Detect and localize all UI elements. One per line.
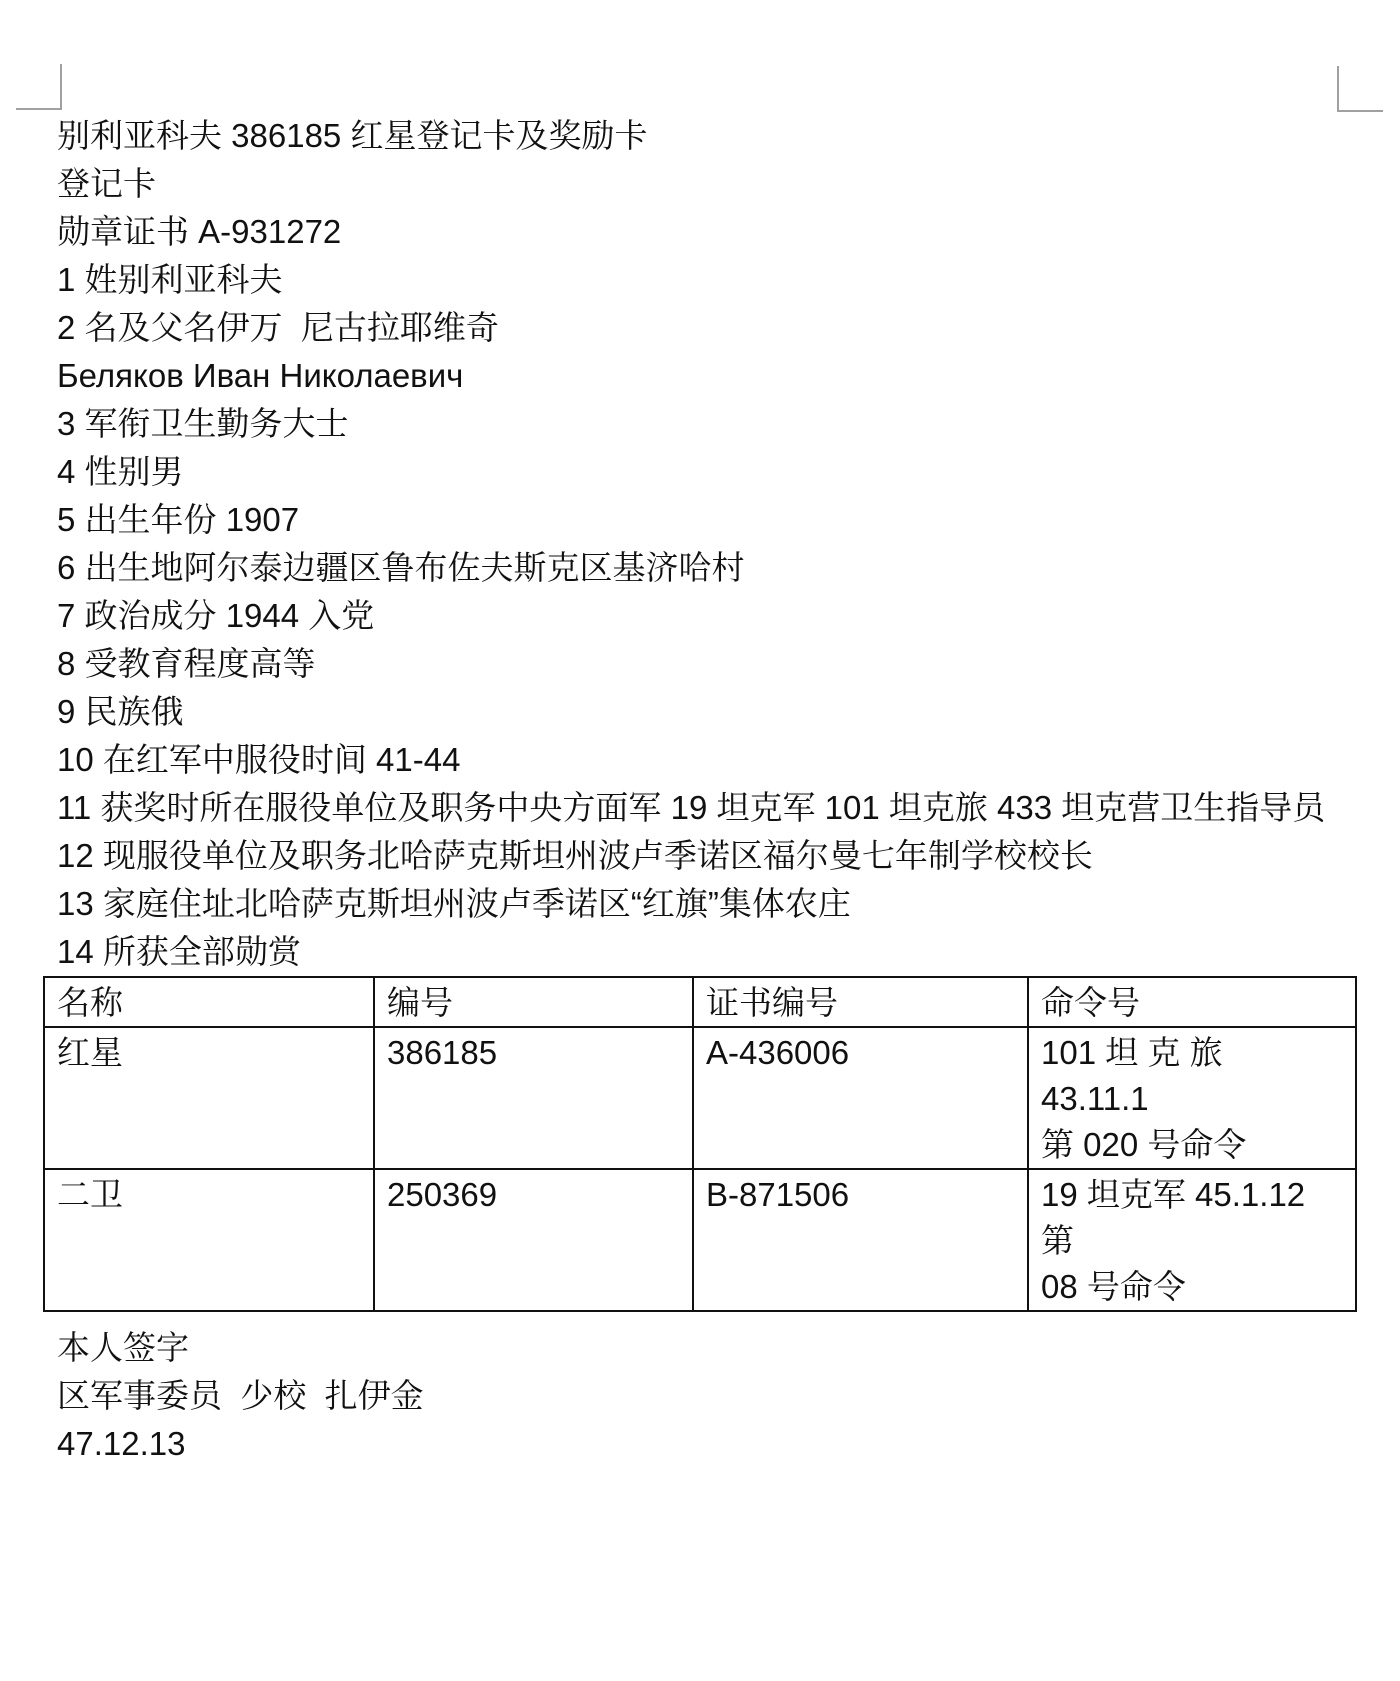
certificate-number-line: 勋章证书 A-931272 xyxy=(57,213,342,250)
field-rank: 3 军衔卫生勤务大士 xyxy=(57,405,349,442)
commissar-line: 区军事委员 少校 扎伊金 xyxy=(57,1377,424,1414)
field-current-unit: 12 现服役单位及职务北哈萨克斯坦州波卢季诺区福尔曼七年制学校校长 xyxy=(57,837,1093,874)
page-margin-corner-top-right xyxy=(1337,66,1383,112)
award-name-cell: 红星 xyxy=(44,1027,374,1169)
field-sex: 4 性别男 xyxy=(57,453,184,490)
award-number-cell: 250369 xyxy=(374,1169,693,1311)
award-number-cell: 386185 xyxy=(374,1027,693,1169)
field-unit-at-award: 11 获奖时所在服役单位及职务中央方面军 19 坦克军 101 坦克旅 433 坦克营卫生指导员 xyxy=(57,789,1326,826)
document-content xyxy=(57,112,1347,1468)
award-order-cell: 19 坦克军 45.1.12 第 08 号命令 xyxy=(1028,1169,1356,1311)
field-political-status: 7 政治成分 1944 入党 xyxy=(57,597,375,634)
field-birth-place: 6 出生地阿尔泰边疆区鲁布佐夫斯克区基济哈村 xyxy=(57,549,745,586)
title-line: 别利亚科夫 386185 红星登记卡及奖励卡 xyxy=(57,117,648,154)
col-header-award-number: 编号 xyxy=(374,977,693,1027)
date-line: 47.12.13 xyxy=(57,1425,186,1462)
award-order-cell: 101 坦 克 旅 43.11.1 第 020 号命令 xyxy=(1028,1027,1356,1169)
awards-table-header-row xyxy=(44,977,1356,1027)
col-header-award-name: 名称 xyxy=(44,977,374,1027)
field-given-name: 2 名及父名伊万 尼古拉耶维奇 xyxy=(57,309,499,346)
award-cert-number-cell: A-436006 xyxy=(693,1027,1028,1169)
card-type-line: 登记卡 xyxy=(57,165,156,202)
col-header-cert-number: 证书编号 xyxy=(693,977,1028,1027)
field-service-period: 10 在红军中服役时间 41-44 xyxy=(57,741,461,778)
page-margin-corner-top-left xyxy=(16,64,62,110)
award-row-patriotic-war xyxy=(44,1169,1356,1311)
field-all-awards-label: 14 所获全部勋赏 xyxy=(57,933,301,970)
field-home-address: 13 家庭住址北哈萨克斯坦州波卢季诺区“红旗”集体农庄 xyxy=(57,885,851,922)
field-surname: 1 姓别利亚科夫 xyxy=(57,261,283,298)
field-name-cyrillic: Беляков Иван Николаевич xyxy=(57,357,464,394)
awards-table xyxy=(43,976,1357,1312)
award-name-cell: 二卫 xyxy=(44,1169,374,1311)
field-education: 8 受教育程度高等 xyxy=(57,645,316,682)
award-row-red-star xyxy=(44,1027,1356,1169)
field-nationality: 9 民族俄 xyxy=(57,693,184,730)
signature-line: 本人签字 xyxy=(57,1329,189,1366)
field-birth-year: 5 出生年份 1907 xyxy=(57,501,300,538)
award-cert-number-cell: B-871506 xyxy=(693,1169,1028,1311)
col-header-order-number: 命令号 xyxy=(1028,977,1356,1027)
